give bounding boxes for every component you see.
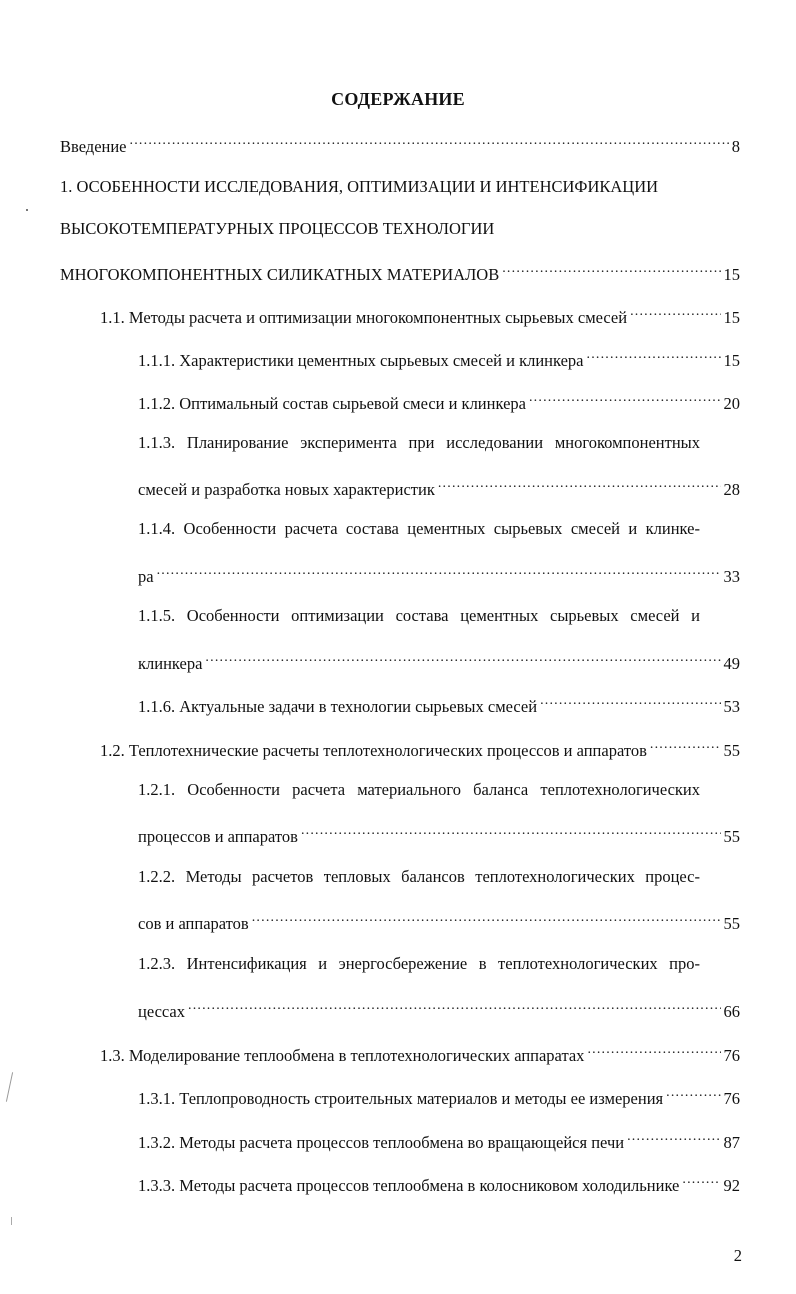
toc-entry-chapter-1 (60, 260, 740, 286)
toc-entry-text: 1.1. Методы расчета и оптимизации многокомпонентных сырьевых смесей (100, 308, 628, 327)
dot-leader (627, 1128, 720, 1148)
toc-page-number: 76 (723, 1046, 740, 1065)
toc-entry-1-2-3 (138, 997, 740, 1023)
dot-leader (130, 132, 729, 152)
toc-page-number: 15 (723, 351, 740, 370)
toc-entry-intro (60, 132, 740, 158)
toc-entry-text: цессах (138, 1002, 185, 1021)
toc-entry-text: 1.2.3. Интенсификация и энергосбережение в теплотехнологических про- (138, 954, 700, 973)
toc-entry-1-2-3-line1 (138, 953, 700, 975)
toc-entry-1-1-1 (138, 346, 740, 372)
toc-entry-text: 1.3.1. Теплопроводность строительных материалов и методы ее измерения (138, 1089, 664, 1108)
dot-leader (630, 303, 720, 323)
dot-leader (587, 346, 721, 366)
toc-page-number: 33 (723, 567, 740, 586)
dot-leader (682, 1171, 720, 1191)
toc-page-number: 92 (723, 1176, 740, 1195)
toc-entry-text: сов и аппаратов (138, 914, 249, 933)
toc-entry-text: 1.1.3. Планирование эксперимента при исследовании многокомпонентных (138, 433, 700, 452)
scan-mark (11, 1217, 12, 1225)
dot-leader (438, 475, 721, 495)
dot-leader (252, 909, 721, 929)
toc-chapter-line (60, 176, 658, 198)
toc-page-number: 66 (723, 1002, 740, 1021)
dot-leader (529, 389, 721, 409)
toc-entry-text: 1.2.2. Методы расчетов тепловых балансов теплотехнологических процес- (138, 867, 700, 886)
dot-leader (157, 562, 721, 582)
toc-page-number: 20 (723, 394, 740, 413)
toc-entry-text: Введение (60, 137, 127, 156)
toc-entry-text: МНОГОКОМПОНЕНТНЫХ СИЛИКАТНЫХ МАТЕРИАЛОВ (60, 265, 500, 284)
dot-leader (205, 649, 720, 669)
toc-entry-1-2-2 (138, 909, 740, 935)
toc-entry-1-1-4-line1 (138, 518, 700, 540)
toc-entry-1-3-1 (138, 1084, 740, 1110)
toc-entry-text: смесей и разработка новых характеристик (138, 480, 435, 499)
toc-page-number: 87 (723, 1133, 740, 1152)
toc-page-number: 55 (723, 741, 740, 760)
toc-page-number: 15 (723, 265, 740, 284)
toc-page-number: 55 (723, 914, 740, 933)
toc-entry-1-3-3 (138, 1171, 740, 1197)
toc-entry-text: 1.3.3. Методы расчета процессов теплообмена в колосниковом холодильнике (138, 1176, 680, 1195)
scan-speck (26, 209, 28, 211)
toc-entry-text: 1.3. Моделирование теплообмена в теплотехнологических аппаратах (100, 1046, 585, 1065)
toc-entry-text: 1.1.2. Оптимальный состав сырьевой смеси и клинкера (138, 394, 526, 413)
page-number: 2 (733, 1246, 742, 1265)
toc-entry-1-1-5-line1 (138, 605, 700, 627)
dot-leader (666, 1084, 720, 1104)
toc-entry-1-1-6 (138, 692, 740, 718)
dot-leader (188, 997, 721, 1017)
toc-entry-text: 1.2. Теплотехнические расчеты теплотехнологических процессов и аппаратов (100, 741, 647, 760)
toc-entry-1-2 (100, 736, 740, 762)
toc-page-number: 15 (723, 308, 740, 327)
toc-entry-1-1-4 (138, 562, 740, 588)
dot-leader (502, 260, 720, 280)
toc-entry-1-3 (100, 1041, 740, 1067)
toc-entry-text: 1.2.1. Особенности расчета материального баланса теплотехнологических (138, 780, 700, 799)
toc-entry-text: 1.1.5. Особенности оптимизации состава цементных сырьевых смесей и (138, 606, 700, 625)
toc-page-number: 55 (723, 827, 740, 846)
toc-entry-text: 1.1.4. Особенности расчета состава цементных сырьевых смесей и клинке- (138, 519, 700, 538)
toc-page-number: 8 (731, 137, 740, 156)
toc-entry-text: процессов и аппаратов (138, 827, 298, 846)
toc-entry-text: ВЫСОКОТЕМПЕРАТУРНЫХ ПРОЦЕССОВ ТЕХНОЛОГИИ (60, 219, 495, 238)
dot-leader (650, 736, 721, 756)
toc-entry-1-3-2 (138, 1128, 740, 1154)
toc-entry-1-2-1 (138, 822, 740, 848)
toc-entry-1-1-5 (138, 649, 740, 675)
toc-entry-1-1-3 (138, 475, 740, 501)
page-title: СОДЕРЖАНИЕ (331, 89, 465, 109)
toc-page-number: 49 (723, 654, 740, 673)
toc-entry-text: ра (138, 567, 154, 586)
scan-mark (6, 1072, 13, 1102)
dot-leader (587, 1041, 720, 1061)
toc-entry-1-1-3-line1 (138, 432, 700, 454)
toc-entry-1-2-1-line1 (138, 779, 700, 801)
toc-entry-1-2-2-line1 (138, 866, 700, 888)
toc-entry-text: 1.3.2. Методы расчета процессов теплообмена во вращающейся печи (138, 1133, 625, 1152)
toc-entry-1-1-2 (138, 389, 740, 415)
toc-entry-1-1 (100, 303, 740, 329)
dot-leader (301, 822, 721, 842)
toc-page-number: 28 (723, 480, 740, 499)
dot-leader (540, 692, 720, 712)
toc-entry-text: 1.1.1. Характеристики цементных сырьевых смесей и клинкера (138, 351, 584, 370)
toc-entry-text: клинкера (138, 654, 203, 673)
toc-entry-text: 1. ОСОБЕННОСТИ ИССЛЕДОВАНИЯ, ОПТИМИЗАЦИИ И ИНТЕНСИФИКАЦИИ (60, 177, 659, 196)
toc-entry-text: 1.1.6. Актуальные задачи в технологии сырьевых смесей (138, 697, 538, 716)
toc-page-number: 76 (723, 1089, 740, 1108)
toc-chapter-line (60, 218, 494, 240)
toc-page-number: 53 (723, 697, 740, 716)
